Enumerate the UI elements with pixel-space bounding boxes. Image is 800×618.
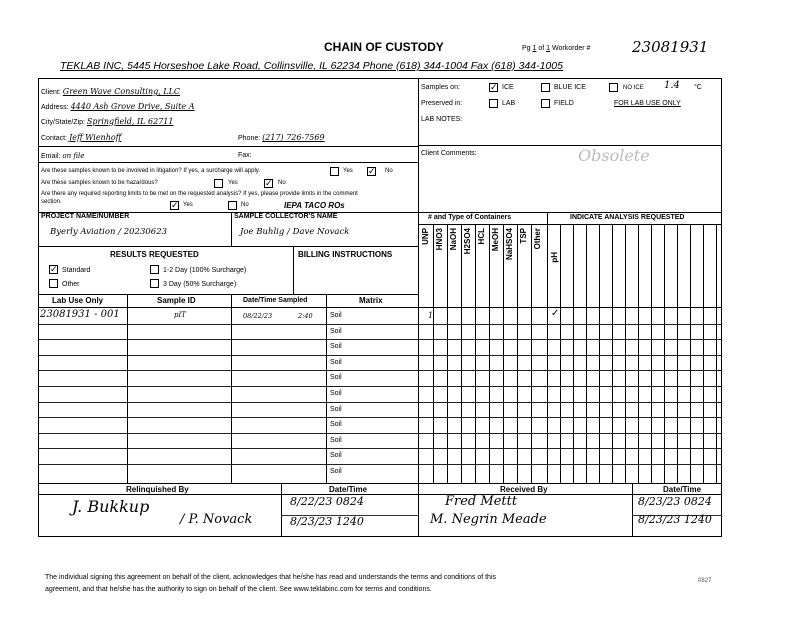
analysis-column-divider <box>703 224 704 484</box>
for-lab-use-only: FOR LAB USE ONLY <box>614 100 681 107</box>
matrix-cell: Soil <box>330 358 342 366</box>
divider <box>38 484 39 536</box>
preserved-lab-label: LAB <box>502 100 516 107</box>
container-column-divider <box>433 224 434 484</box>
no-label: No <box>278 180 286 186</box>
matrix-cell: Soil <box>330 421 342 429</box>
relinquished-datetime-2: 8/23/23 1240 <box>290 515 364 528</box>
limits-yes-checkbox[interactable]: ✓ <box>171 200 179 210</box>
results-requested-label: RESULTS REQUESTED <box>110 250 199 259</box>
blue-ice-label: BLUE ICE <box>554 84 586 91</box>
container-column-9: Other <box>533 228 542 250</box>
standard-label: Standard <box>62 267 91 274</box>
workorder-label: Workorder # <box>552 45 591 52</box>
analysis-column-divider <box>625 224 626 484</box>
rel-datetime-label: Date/Time <box>329 485 368 494</box>
container-column-divider <box>489 224 490 484</box>
matrix-cell: Soil <box>330 405 342 413</box>
table-row-divider <box>38 355 722 356</box>
no-ice-label: NO ICE <box>623 85 644 91</box>
table-row-divider <box>38 433 722 434</box>
matrix-cell: Soil <box>330 468 342 475</box>
rec-datetime-label: Date/Time <box>663 485 702 494</box>
city-label: City/State/Zip: <box>41 119 85 126</box>
footer-terms-1: The individual signing this agreement on behalf of the client, acknowledges that he/she has read and understands the terms and conditions of this <box>45 574 497 581</box>
divider <box>418 145 722 146</box>
matrix-cell: Soil <box>330 312 342 319</box>
no-ice-checkbox[interactable] <box>609 83 618 92</box>
received-datetime-1: 8/23/23 0824 <box>638 495 712 508</box>
form-title: CHAIN OF CUSTODY <box>324 40 444 54</box>
table-row-divider <box>38 464 722 465</box>
phone-value: (217) 726-7569 <box>262 133 325 142</box>
date-time-header: Date/Time Sampled <box>243 297 308 304</box>
hazardous-yes-checkbox[interactable] <box>214 179 223 188</box>
container-column-8: TSP <box>519 228 528 244</box>
received-signature-2: M. Negrin Meade <box>430 512 547 527</box>
analysis-column-divider <box>599 224 600 484</box>
lab-use-only-header: Lab Use Only <box>52 296 104 305</box>
sample-id-header: Sample ID <box>157 296 196 305</box>
divider <box>38 294 418 295</box>
preserved-field-label: FIELD <box>554 100 574 107</box>
workorder-number: 23081931 <box>632 38 709 56</box>
received-by-label: Received By <box>500 485 548 494</box>
divider <box>231 294 232 484</box>
analysis-column-divider <box>573 224 574 484</box>
table-row-divider <box>38 386 722 387</box>
container-column-divider <box>503 224 504 484</box>
ice-label: ICE <box>502 84 514 91</box>
analysis-column-divider <box>716 224 717 484</box>
lab-id-value: 23081931 - 001 <box>40 309 120 320</box>
divider <box>127 294 128 484</box>
matrix-cell: Soil <box>330 436 342 444</box>
table-row-divider <box>38 448 722 449</box>
client-comments-label: Client Comments: <box>421 150 477 157</box>
divider <box>632 484 633 536</box>
received-datetime-2: 8/23/23 1240 <box>638 513 712 526</box>
container-column-divider <box>531 224 532 484</box>
matrix-header: Matrix <box>359 296 383 305</box>
divider <box>418 212 419 484</box>
divider <box>38 212 722 213</box>
hazardous-question: Are these samples known to be hazardous? <box>41 180 158 186</box>
client-value: Green Wave Consulting, LLC <box>62 87 181 96</box>
page-label: Pg <box>522 45 531 52</box>
container-column-divider <box>475 224 476 484</box>
analysis-label: INDICATE ANALYSIS REQUESTED <box>570 214 685 221</box>
divider <box>326 294 327 484</box>
sample-time-value: 2:40 <box>298 312 313 320</box>
page-indicator <box>522 45 590 52</box>
billing-instructions-label: BILLING INSTRUCTIONS <box>298 250 393 259</box>
analysis-column-divider <box>677 224 678 484</box>
city-value: Springfield, IL 62711 <box>86 117 174 126</box>
lab-notes-label: LAB NOTES: <box>421 116 463 123</box>
yes-label: Yes <box>343 168 353 174</box>
divider <box>293 246 294 294</box>
container-column-2: HNO3 <box>435 228 444 251</box>
footer-terms-2: agreement, and that he/she has the authority to sign on behalf of the client. See www.teklabinc.com for terms and conditions. <box>45 586 432 593</box>
divider <box>38 307 722 308</box>
sample-date-value: 08/22/23 <box>243 312 273 320</box>
sample-id-value: pIT <box>174 311 186 319</box>
lab-address: TEKLAB INC, 5445 Horseshoe Lake Road, Collinsville, IL 62234 Phone (618) 344-1004 Fax (618) 344-1005 <box>60 60 563 72</box>
container-column-divider <box>517 224 518 484</box>
temperature-unit: °C <box>694 84 702 91</box>
container-column-divider <box>461 224 462 484</box>
phone-row <box>238 133 325 142</box>
analysis-column-divider <box>651 224 652 484</box>
reporting-limits-question: Are there any required reporting limits to be met on the requested analysis? If yes, please provide limits in the comment section. <box>41 191 358 205</box>
container-column-4: H2SO4 <box>463 228 472 255</box>
email-label: Email: <box>41 153 61 160</box>
divider <box>721 484 722 536</box>
ice-checkbox[interactable]: ✓ <box>490 82 498 92</box>
containers-label: # and Type of Containers <box>428 214 512 221</box>
project-value: Byerly Aviation / 20230623 <box>50 227 168 237</box>
divider <box>281 484 282 536</box>
container-column-7: NaHSO4 <box>505 228 514 261</box>
day12-checkbox[interactable] <box>150 265 159 274</box>
project-label: PROJECT NAME/NUMBER <box>41 213 130 220</box>
relinquished-datetime-1: 8/22/23 0824 <box>290 495 364 508</box>
contact-label: Contact: <box>41 135 68 142</box>
container-column-1: UNP <box>421 228 430 245</box>
divider <box>418 484 419 536</box>
table-row-divider <box>38 370 722 371</box>
form-frame <box>38 78 722 484</box>
address-value: 4440 Ash Grove Drive, Suite A <box>70 102 195 111</box>
container-column-6: MeOH <box>491 228 500 252</box>
address-label: Address: <box>41 104 69 111</box>
litigation-no-checkbox[interactable]: ✓ <box>368 166 376 176</box>
fax-label: Fax: <box>238 152 252 159</box>
samples-on-label: Samples on: <box>421 84 460 91</box>
matrix-cell: Soil <box>330 452 342 460</box>
day3-label: 3 Day (50% Surcharge) <box>163 281 237 288</box>
relinquished-signature-1: J. Bukkup <box>72 497 150 516</box>
litigation-yes-checkbox[interactable] <box>330 167 339 176</box>
page-of: of <box>538 45 545 52</box>
limits-no-checkbox[interactable] <box>228 201 237 210</box>
divider <box>38 536 722 537</box>
email-value: on file <box>62 152 85 160</box>
form-code: 0827 <box>698 578 712 584</box>
client-row <box>41 87 180 96</box>
page-number: 1 <box>532 45 537 52</box>
matrix-cell: Soil <box>330 327 342 335</box>
yes-label: Yes <box>183 202 193 208</box>
table-row-divider <box>38 339 722 340</box>
analysis-column-divider <box>560 224 561 484</box>
unp-count-value: 1 <box>428 311 434 320</box>
standard-checkbox[interactable]: ✓ <box>50 264 58 274</box>
container-column-5: HCL <box>477 228 486 245</box>
no-label: No <box>241 202 249 208</box>
temperature-value: 1.4 <box>664 80 680 91</box>
analysis-column-divider <box>690 224 691 484</box>
contact-value: Jeff Wienhoff <box>69 133 122 142</box>
matrix-cell: Soil <box>330 390 342 397</box>
table-row-divider <box>38 402 722 403</box>
email-row <box>41 152 84 160</box>
analysis-column-divider <box>664 224 665 484</box>
phone-label: Phone: <box>238 135 261 142</box>
analysis-column-divider <box>586 224 587 484</box>
day12-label: 1-2 Day (100% Surcharge) <box>163 267 247 274</box>
divider <box>38 162 418 163</box>
iepa-taco-label: IEPA TACO ROs <box>284 201 345 210</box>
preserved-in-label: Preserved in: <box>421 100 463 107</box>
page-total: 1 <box>546 45 551 52</box>
container-column-3: NaOH <box>449 228 458 251</box>
contact-row <box>41 133 121 142</box>
analysis-column-divider <box>612 224 613 484</box>
ph-check-value: ✓ <box>551 308 560 319</box>
divider <box>231 212 232 246</box>
relinquished-by-label: Relinquished By <box>126 485 189 494</box>
divider <box>38 494 722 495</box>
analysis-column-divider <box>638 224 639 484</box>
collector-label: SAMPLE COLLECTOR'S NAME <box>234 213 338 220</box>
relinquished-signature-2: / P. Novack <box>180 512 253 527</box>
other-checkbox[interactable] <box>49 279 58 288</box>
preserved-field-checkbox[interactable] <box>541 99 550 108</box>
blue-ice-checkbox[interactable] <box>541 83 550 92</box>
divider <box>547 212 548 484</box>
other-label: Other <box>62 281 80 288</box>
preserved-lab-checkbox[interactable] <box>489 99 498 108</box>
matrix-cell: Soil <box>330 374 342 382</box>
divider <box>38 146 418 147</box>
received-signature-1: Fred Mettt <box>445 494 518 509</box>
table-row-divider <box>38 417 722 418</box>
yes-label: Yes <box>228 180 238 186</box>
container-column-divider <box>447 224 448 484</box>
comments-stamp: Obsolete <box>578 146 650 165</box>
address-row <box>41 102 194 111</box>
table-row-divider <box>38 324 722 325</box>
day3-checkbox[interactable] <box>150 279 159 288</box>
divider <box>38 246 418 247</box>
hazardous-no-checkbox[interactable]: ✓ <box>265 178 273 188</box>
analysis-column-1: pH <box>550 252 559 263</box>
city-row <box>41 117 173 126</box>
no-label: No <box>385 168 393 174</box>
collector-value: Joe Buhlig / Dave Novack <box>240 227 350 237</box>
litigation-question: Are these samples known to be involved in litigation? If yes, a surcharge will apply. <box>41 168 261 174</box>
client-label: Client: <box>41 89 61 96</box>
matrix-cell: Soil <box>330 343 342 351</box>
